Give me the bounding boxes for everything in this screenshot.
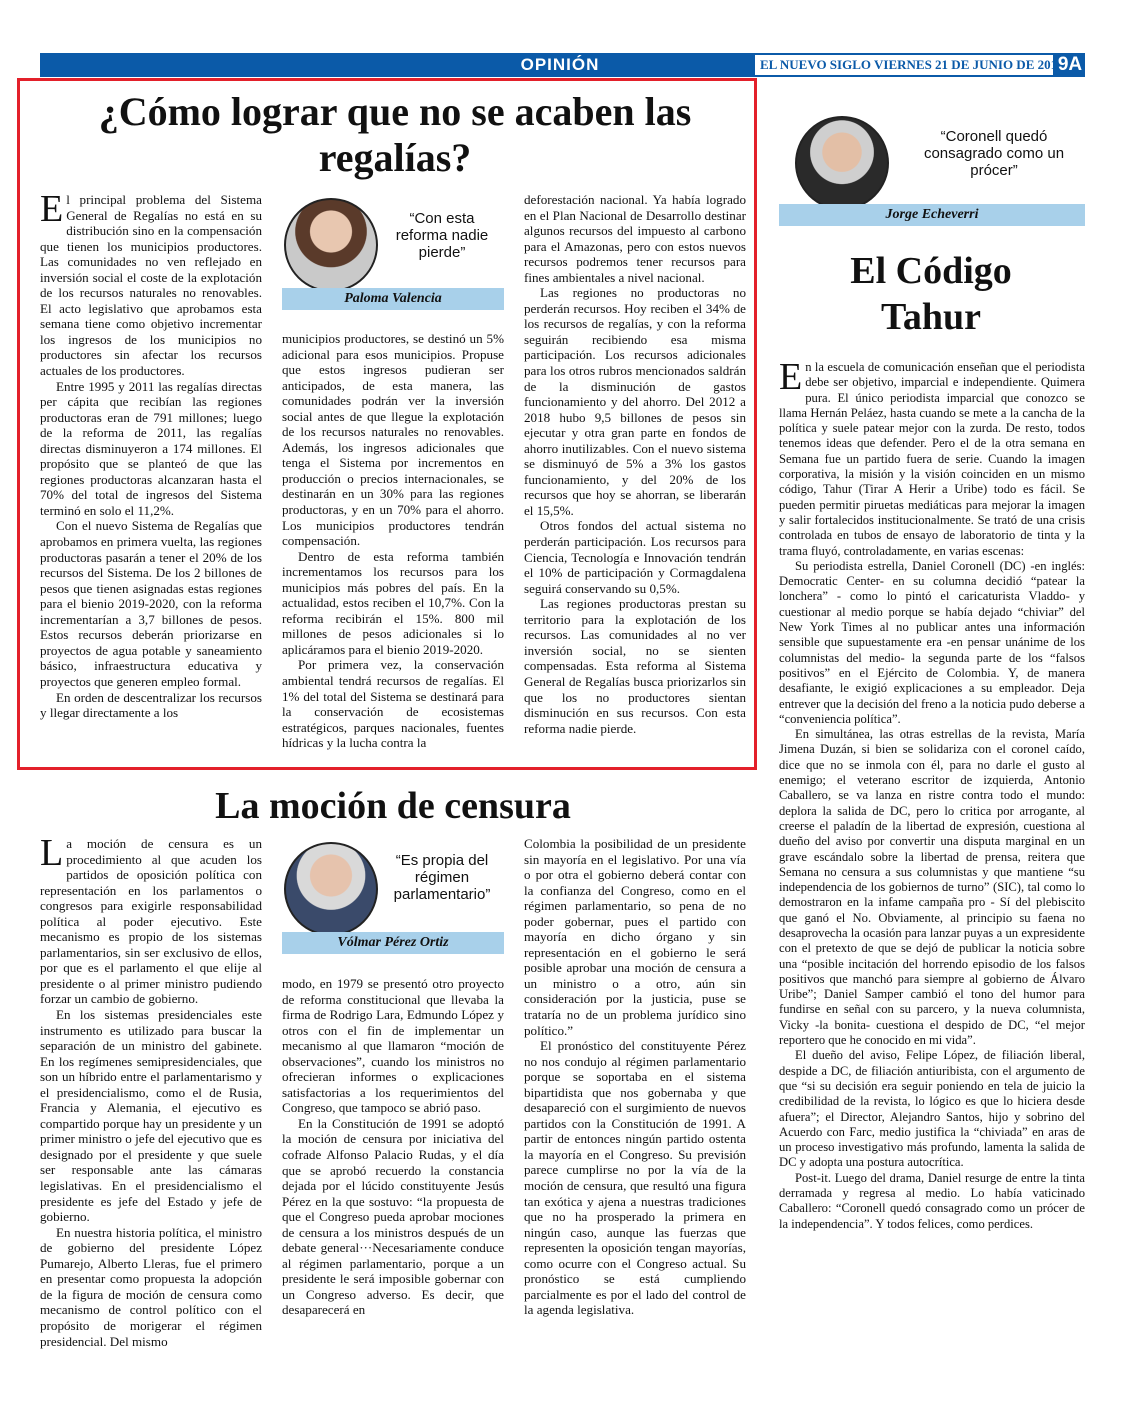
article-regalias-column-3 [524, 192, 746, 736]
article-regalias-column-2 [282, 331, 504, 751]
paragraph: Post-it. Luego del drama, Daniel resurge de entre la tinta derramada y regresa al medio. Lo había vaticinado Caballero: “Coronell quedó consagrado como un prócer de la independencia”. Y todos felices, como perdices. [779, 1170, 1085, 1231]
paragraph: En los sistemas presidenciales este instrumento es utilizado para buscar la separación de un ministro del gabinete. En los regímenes semipresidenciales, que son un híbrido entre el parlamentarismo y el presidencialismo, como el de Rusia, Francia y Alemania, el ejecutivo es compartido porque hay un presidente y un primer ministro o jefe del ejecutivo que es designado por el presidente y que suele ser responsable ante las cámaras legislativas. En el presidencialismo el presidente es jefe del Estado y jefe de gobierno. [40, 1007, 262, 1225]
paragraph: l principal problema del Sistema General de Regalías no está en su distribución sino en la compensación que tienen los municipios productores. Las comunidades no ven reflejado en inversión social el coste de la explotación de los recursos naturales no renovables. El acto legislativo que aprobamos esta semana tiene como objetivo incrementar los ingresos de los municipios no productores sin afectar los recursos actuales de los productores. [40, 192, 262, 379]
article-title-codigo: El Código Tahur [850, 250, 1012, 338]
pull-quote: “Con esta reforma nadie pierde” [395, 210, 489, 261]
author-box-codigo [779, 116, 1085, 228]
paragraph: Con el nuevo Sistema de Regalías que aprobamos en primera vuelta, las regiones productoras pasarán a tener el 20% de los recursos del Sistema. De los 2 billones de pesos que tienen asignadas estas regiones para el bienio 2019-2020, con la reforma incrementarían a 3,7 billones de pesos. Estos recursos deberán priorizarse en proyectos de agua potable y saneamiento básico, infraestructura educativa y proyectos que generen empleo formal. [40, 518, 262, 689]
paragraph: municipios productores, se destinó un 5% adicional para esos municipios. Propuse que estos ingresos pudieran ser anticipados, de esta manera, las comunidades podrán ver la inversión social antes de que llegue la explotación de los recursos naturales no renovables. Además, los ingresos adicionales que tenga el Sistema por incrementos en producción o precios internacionales, se destinarán en un 30% para las regiones productoras, y en un 70% para el ahorro. Los municipios productores tendrán compensación. [282, 331, 504, 549]
paragraph: deforestación nacional. Ya había logrado en el Plan Nacional de Desarrollo destinar algunos recursos del impuesto al carbono para el Amazonas, pero con estos nuevos recursos podremos tener recursos para fines ambientales a nivel nacional. [524, 192, 746, 285]
paragraph: En nuestra historia política, el ministro de gobierno del presidente López Pumarejo, Alberto Lleras, fue el primero en presentar como propuesta la adopción de la figura de moción de censura como mecanismo de control político con el propósito de morigerar el régimen presidencial. Del mismo [40, 1224, 262, 1349]
section-label: OPINIÓN [520, 55, 600, 74]
author-name: Jorge Echeverri [779, 204, 1085, 226]
author-photo [284, 842, 378, 936]
author-photo [284, 198, 378, 292]
dropcap: E [779, 356, 803, 398]
paragraph: Entre 1995 y 2011 las regalías directas per cápita que recibían las regiones productoras eran de 791 millones; luego de la reforma de 2011, las regalías directas disminuyeron a 174 millones. El propósito que se planteó de que las regiones productoras alcanzaran hasta el 70% del total de ingresos del Sistema terminó en solo el 11,2%. [40, 378, 262, 518]
article-regalias-column-1 [40, 188, 262, 721]
author-name: Paloma Valencia [282, 288, 504, 310]
author-box-regalias [282, 196, 504, 312]
dropcap: E [40, 188, 64, 230]
article-title-regalias: ¿Cómo lograr que no se acaben las regalías? [98, 89, 692, 180]
paper-date-line: EL NUEVO SIGLO VIERNES 21 DE JUNIO DE 2019 [760, 57, 1064, 72]
article-title-mocion: La moción de censura [215, 785, 571, 827]
paragraph: Otros fondos del actual sistema no perderán participación. Los recursos para Ciencia, Tecnología e Innovación tendrán el 10% de participación y Cormagdalena seguirá conservando su 0,5%. [524, 518, 746, 596]
paragraph: Por primera vez, la conservación ambiental tendrá recursos de regalías. El 1% del total del Sistema se destinará para la conservación de ecosistemas estratégicos, parques nacionales, fuentes hídricas y la lucha contra la [282, 657, 504, 751]
article-mocion-column-2 [282, 976, 504, 1318]
page-number: 9A [1057, 54, 1083, 75]
paragraph: Dentro de esta reforma también incrementamos los recursos para los municipios más pobres del país. En la actualidad, estos reciben el 10,7%. Con la reforma recibirán el 15%. 800 mil millones de pesos adicionales si lo aplicáramos para el bienio 2019-2020. [282, 548, 504, 657]
article-mocion-column-1 [40, 832, 262, 1349]
paragraph: En simultánea, las otras estrellas de la revista, María Jimena Duzán, si bien se solidariza con el coronel caído, dice que no se inmola con él, para no darle el gusto al enemigo; el veterano escritor de izquierda, Antonio Caballero, se va lanza en ristre contra todo el mundo: deplora la salida de DC, pero lo critica por arrogante, al creerse el paladín de la libertad de expresión, cuestiona al dueño del aviso por convertir una disputa marginal en un grave escándalo sobre la libertad de prensa, reitera que Semana no censura a sus columnistas y que mantiene “su independencia de los gobiernos de turno” (SIC), tal como lo demostraron en la infame campaña pro - Sí del plebiscito que ganó el No. Obviamente, al principio su faena no desaprovecha la ocasión para lanzar puyas a un expresidente con el pretexto de que se dejó de publicar la noticia sobre una “posible incitación del horrendo episodio de los falsos positivos que manchó para siempre al gobierno de Álvaro Uribe”; Daniel Samper cambió el tono del humor para fundirse en señal con su parcero, y la nueva columnista, Vicky -la bonita- cuestiona el despido de DC, “el mejor reportero que he conocido en mi vida”. [779, 727, 1085, 1048]
paragraph: a moción de censura es un procedimiento al que acuden los partidos de oposición política con representación en los parlamentos o congresos para exigirle responsabilidad política al poder ejecutivo. Este mecanismo es propio de los sistemas parlamentarios, sin ser exclusivo de ellos, por que es el parlamento el que elije al presidente o al primer ministro pudiendo forzar un cambio de gobierno. [40, 836, 262, 1007]
paragraph: El dueño del aviso, Felipe López, de filiación liberal, despide a DC, de filiación antiuribista, con el argumento de que “si su decisión era seguir poniendo en tela de juicio la credibilidad de la revista, lo lógico es que lo hiciera desde afuera”; el Director, Alejandro Santos, hijo y sobrino del Acuerdo con Farc, medio justifica la “chiviada” en aras de un proceso investigativo más profundo, lamenta la salida de DC y adopta una postura autocrítica. [779, 1048, 1085, 1170]
paragraph: Las regiones no productoras no perderán recursos. Hoy reciben el 34% de los recursos de regalías, y con la reforma seguirán recibiendo esa misma participación. Los recursos adicionales para los otros rubros mencionados saldrán de la disminución de gastos funcionamiento y del ahorro. Del 2012 a 2018 hubo 9,5 billones de pesos sin ejecutar y otra gran parte en fondos de ahorro inutilizables. Con el nuevo sistema se disminuyó de 5% a 3% los gastos funcionamiento, y del 20% de los recursos que hoy se ahorran, se liberarán el 15,5%. [524, 285, 746, 518]
pull-quote: “Es propia del régimen parlamentario” [393, 852, 491, 903]
paragraph: El pronóstico del constituyente Pérez no nos condujo al régimen parlamentario porque se soportaba en el sistema bipartidista que nos gobernaba y que desapareció con el surgimiento de nuevos partidos con la Constitución de 1991. A partir de entonces ningún partido ostenta la mayoría en el Congreso. Su previsión parece cumplirse no por la vía de la moción de censura, que resultó una figura tan exótica y ajena a nuestras tradiciones que no ha prosperado la primera en ningún caso, aunque las fuerzas que representen la oposición tengan mayorías, como ocurre con el Congreso actual. Su pronóstico se está cumpliendo parcialmente es por el lado del control de la agenda legislativa. [524, 1038, 746, 1318]
author-photo [795, 116, 889, 210]
paragraph: Su periodista estrella, Daniel Coronell (DC) -en inglés: Democratic Center- en su columna decidió “patear la lonchera” - como lo pintó el caricaturista Vladdo- y cuestionar al medio porque se había dejado “chiviar” del New York Times al no publicar antes una información sensible que supuestamente era -en pensar unánime de los columnistas del medio- la segunda parte de los “falsos positivos” en el Ejército de Colombia. Y, de manera desafiante, le exigió explicaciones a su empleador. Deja entrever que la decisión del freno a la noticia pudo deberse a “conveniencia política”. [779, 558, 1085, 726]
paragraph: Las regiones productoras prestan su territorio para la explotación de los recursos. Las comunidades al no ver inversión social, no se sienten compensadas. Esta reforma al Sistema General de Regalías busca priorizarlos sin que los no productores sientan disminución en sus recursos. Con esta reforma nadie pierde. [524, 596, 746, 736]
paragraph: n la escuela de comunicación enseñan que el periodista debe ser objetivo, imparcial e independiente. Quimera pura. El único periodista imparcial que conozco se llama Hernán Peláez, hasta cuando se mete a la cancha de la política y suele patear mejor con la zurda. De resto, todos tenemos ideas que defender. Pero el de la otra semana en Semana fue un partido fuera de serie. Cuando la imagen corporativa, la misión y la visión coinciden en un mismo código, Tahur (Tirar A Herir a Uribe) todo es fácil. Se pueden permitir piruetas mediáticas para mejorar la imagen y salir fortalecidos institucionalmente. Se trató de una crisis controlada en tubos de ensayo de laboratorio de tinta y la trama fluyó, controladamente, en varias escenas: [779, 360, 1085, 558]
author-name: Vólmar Pérez Ortiz [282, 932, 504, 954]
author-box-mocion [282, 840, 504, 956]
paragraph: En orden de descentralizar los recursos y llegar directamente a los [40, 689, 262, 721]
paragraph: En la Constitución de 1991 se adoptó la moción de censura por iniciativa del cofrade Alfonso Palacio Rudas, y el día que se aprobó recuerdo la constancia dejada por el lúcido constituyente Jesús Pérez en la que sostuvo: “la propuesta de que el Congreso pueda aprobar mociones de censura a los ministros después de un debate general···Necesariamente conduce al régimen parlamentario, porque a un presidente le será imposible gobernar con un Congreso adverso. Es decir, que desaparecerá en [282, 1115, 504, 1318]
article-codigo-column [779, 356, 1085, 1232]
dropcap: L [40, 832, 64, 874]
paragraph: modo, en 1979 se presentó otro proyecto de reforma constitucional que llevaba la firma de Rodrigo Lara, Edmundo López y otros con el fin de implementar un mecanismo al que llamaron “moción de observaciones”, cuando los ministros no ofrecieran informes o explicaciones satisfactorias a los requerimientos del Congreso, que tampoco se abrió paso. [282, 976, 504, 1116]
paragraph: Colombia la posibilidad de un presidente sin mayoría en el legislativo. Por una vía o por otra el gobierno deberá contar con la confianza del Congreso, como en el régimen parlamentario, so pena de no poder gobernar, pues el partido con mayoría en dicho órgano y sin representación en el gobierno le será posible aprobar una moción de censura a un ministro o a otro, aún sin consideración por la justicia, puse se trataría no de un problema jurídico sino político.” [524, 836, 746, 1038]
pull-quote: “Coronell quedó consagrado como un prócer” [923, 128, 1065, 179]
article-mocion-column-3 [524, 836, 746, 1318]
